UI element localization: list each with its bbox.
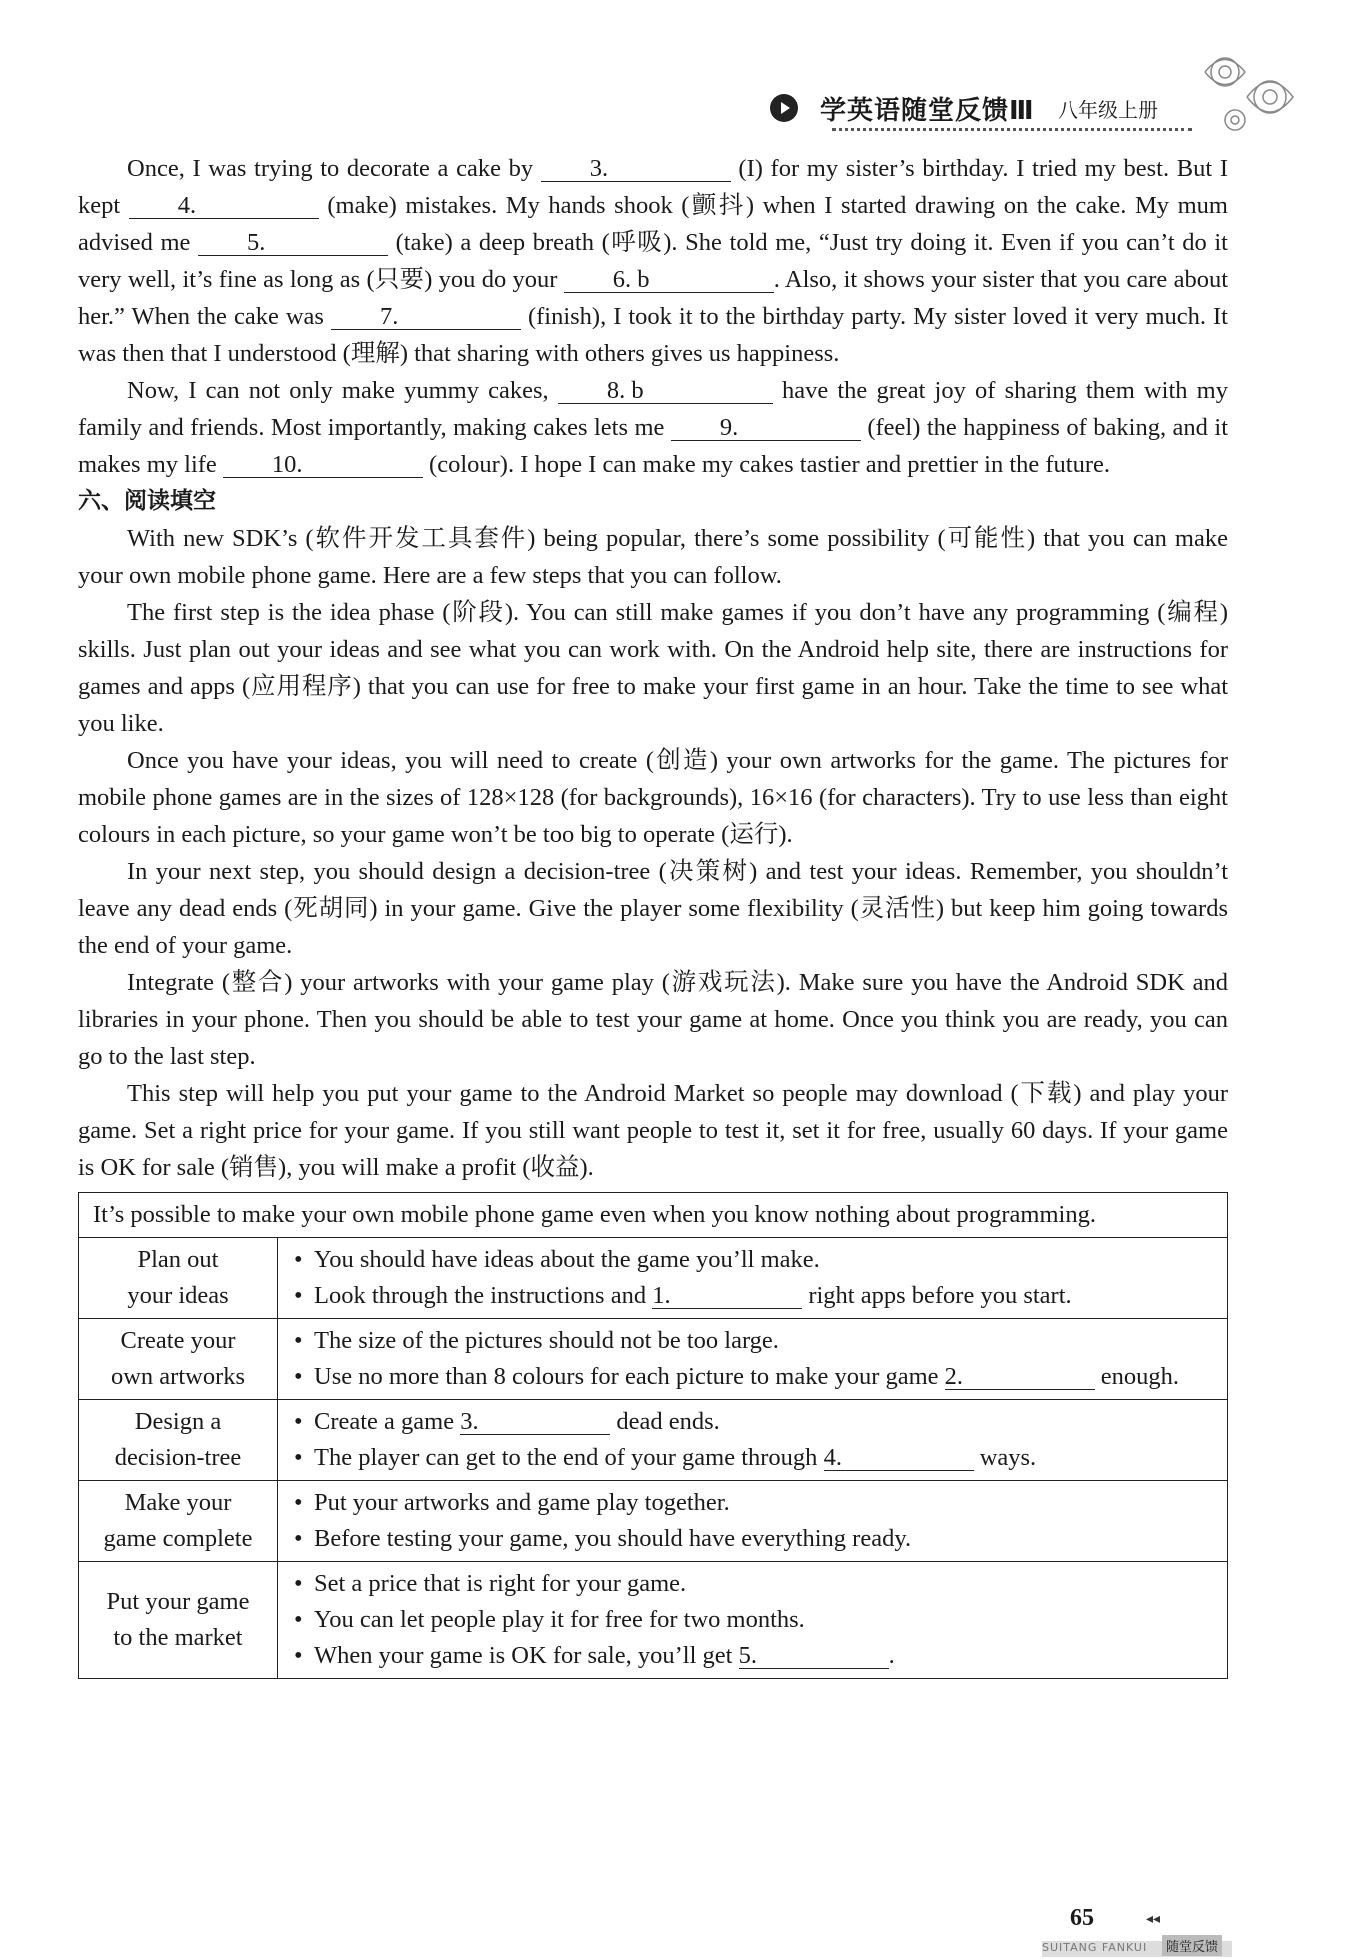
text-run: (finish), I took it to the birthday party. My sister loved it very much. It was then that I understood (理解) that sharing with others gives us happiness. (78, 303, 1228, 367)
step-details (278, 1238, 1228, 1319)
bullet-list (292, 1566, 1213, 1674)
answer-blank: 9. (671, 416, 861, 441)
text-run: Use no more than 8 colours for each picture to make your game (314, 1363, 945, 1390)
step-label-line: Create your (120, 1327, 236, 1354)
bullet-item (292, 1602, 1213, 1638)
table-row (79, 1481, 1228, 1562)
answer-blank: 4. (824, 1446, 974, 1471)
answer-blank: 3. (460, 1410, 610, 1435)
reading-paragraph: This step will help you put your game to the Android Market so people may download (下载) and play your game. Set a right price for your game. If you still want people to test it, set it for free, usually 60 days. If your game is OK for sale (销售), you will make a profit (收益). (78, 1080, 1228, 1181)
bullet-list (292, 1485, 1213, 1557)
table-row (79, 1319, 1228, 1400)
bullet-item (292, 1359, 1213, 1395)
reading-paragraph: Once you have your ideas, you will need to create (创造) your own artworks for the game. The pictures for mobile phone games are in the sizes of 128×128 (for backgrounds), 16×16 (for characters). Try to use less than eight colours in each picture, so your game won’t be too big to operate (运行). (78, 747, 1228, 848)
bullet-item (292, 1404, 1213, 1440)
text-run: When your game is OK for sale, you’ll get (314, 1642, 739, 1669)
step-label (79, 1238, 278, 1319)
table-row (79, 1400, 1228, 1481)
step-label-line: Plan out (137, 1246, 219, 1273)
reading-paragraph: Integrate (整合) your artworks with your game play (游戏玩法). Make sure you have the Android SDK and libraries in your phone. Then you should be able to test your game at home. Once you think you are ready, you can go to the last step. (78, 969, 1228, 1070)
answer-blank: 5. (739, 1644, 889, 1669)
play-icon (770, 94, 798, 122)
text-run: (make) mistakes. My hands shook (颤抖) when I started drawing on the cake. My mum advised me (78, 192, 1228, 256)
text-run: dead ends. (610, 1408, 720, 1435)
step-label-line: your ideas (127, 1282, 229, 1309)
summary-table (78, 1192, 1228, 1679)
text-run: . Also, it shows your sister that you care about her.” When the cake was (78, 266, 1229, 330)
answer-blank: 5. (198, 231, 388, 256)
header-divider (832, 128, 1192, 131)
step-label (79, 1562, 278, 1679)
book-title: 学英语随堂反馈Ⅲ (820, 96, 1035, 126)
step-label-line: own artworks (110, 1363, 246, 1390)
bullet-item (292, 1440, 1213, 1476)
page-number: 65 (1070, 1905, 1094, 1931)
step-details (278, 1319, 1228, 1400)
text-run: The player can get to the end of your game through (314, 1444, 824, 1471)
answer-blank: 1. (652, 1284, 802, 1309)
text-run: The size of the pictures should not be too large. (314, 1327, 779, 1354)
text-run: (colour). I hope I can make my cakes tastier and prettier in the future. (422, 451, 1110, 478)
text-run: Once, I was trying to decorate a cake by (127, 155, 541, 182)
answer-blank: 3. (541, 157, 731, 182)
text-run: . (888, 1642, 895, 1669)
passage-paragraph (78, 150, 1228, 372)
section-title: 六、阅读填空 (78, 488, 216, 514)
step-label-line: Design a (134, 1408, 222, 1435)
cloze-passage (78, 150, 1228, 483)
text-run: (feel) the happiness of baking, and it makes my life (78, 414, 1229, 478)
bullet-item (292, 1521, 1213, 1557)
step-label-line: Make your (124, 1489, 232, 1516)
text-run: enough. (1094, 1363, 1180, 1390)
bullet-item (292, 1485, 1213, 1521)
step-label-line: Put your game (106, 1588, 250, 1615)
text-run: Look through the instructions and (314, 1282, 653, 1309)
footer-band: SUITANG FANKUI (1042, 1941, 1232, 1957)
answer-blank: 10. (223, 453, 423, 478)
double-arrow-left-icon: ◂◂ (1146, 1912, 1161, 1927)
footer-tag: 随堂反馈 (1162, 1935, 1222, 1956)
text-run: Before testing your game, you should have everything ready. (314, 1525, 912, 1552)
text-run: Create a game (314, 1408, 461, 1435)
bullet-item (292, 1323, 1213, 1359)
answer-blank: 6. b (564, 268, 774, 293)
answer-blank: 7. (331, 305, 521, 330)
text-run: (I) for my sister’s birthday. I tried my best. But I kept (78, 155, 1228, 219)
table-header-row (79, 1193, 1228, 1238)
answer-blank: 2. (945, 1365, 1095, 1390)
reading-passage (78, 520, 1228, 1186)
text-run: Now, I can not only make yummy cakes, (127, 377, 558, 404)
text-run: Put your artworks and game play together. (314, 1489, 730, 1516)
step-label (79, 1481, 278, 1562)
bullet-list (292, 1242, 1213, 1314)
text-run: You should have ideas about the game you’ll make. (314, 1246, 820, 1273)
bullet-item (292, 1638, 1213, 1674)
reading-paragraph: The first step is the idea phase (阶段). You can still make games if you don’t have any programming (编程) skills. Just plan out your ideas and see what you can work with. On the Android help site, there are instructions for games and apps (应用程序) that you can use for free to make your first game in an hour. Take the time to see what you like. (78, 599, 1228, 737)
step-label (79, 1400, 278, 1481)
step-label-line: game complete (103, 1525, 253, 1552)
text-run: ways. (973, 1444, 1037, 1471)
step-label (79, 1319, 278, 1400)
text-run: You can let people play it for free for two months. (314, 1606, 805, 1633)
bullet-item (292, 1278, 1213, 1314)
page-footer (1042, 1905, 1330, 1955)
page-content (78, 150, 1228, 1679)
step-label-line: to the market (113, 1624, 243, 1651)
step-details (278, 1400, 1228, 1481)
bullet-list (292, 1323, 1213, 1395)
bullet-item (292, 1566, 1213, 1602)
bullet-list (292, 1404, 1213, 1476)
text-run: Set a price that is right for your game. (314, 1570, 687, 1597)
text-run: right apps before you start. (802, 1282, 1072, 1309)
flower-decoration-icon (1185, 42, 1305, 152)
text-run: have the great joy of sharing them with my family and friends. Most importantly, making cakes lets me (78, 377, 1228, 441)
passage-paragraph (78, 372, 1228, 483)
table-header-cell: It’s possible to make your own mobile phone game even when you know nothing about programming. (79, 1193, 1228, 1238)
answer-blank: 8. b (558, 379, 773, 404)
table-row (79, 1238, 1228, 1319)
table-row (79, 1562, 1228, 1679)
answer-blank: 4. (129, 194, 319, 219)
step-details (278, 1481, 1228, 1562)
text-run: (take) a deep breath (呼吸). She told me, “Just try doing it. Even if you can’t do it very well, it’s fine as long as (只要) you do your (78, 229, 1228, 293)
reading-paragraph: In your next step, you should design a decision-tree (决策树) and test your ideas. Remember, you shouldn’t leave any dead ends (死胡同) in your game. Give the player some flexibility (灵活性) but keep him going towards the end of your game. (78, 858, 1228, 959)
reading-paragraph: With new SDK’s (软件开发工具套件) being popular, there’s some possibility (可能性) that you can make your own mobile phone game. Here are a few steps that you can follow. (78, 525, 1228, 589)
step-label-line: decision-tree (114, 1444, 242, 1471)
step-details (278, 1562, 1228, 1679)
book-grade: 八年级上册 (1058, 98, 1158, 122)
bullet-item (292, 1242, 1213, 1278)
